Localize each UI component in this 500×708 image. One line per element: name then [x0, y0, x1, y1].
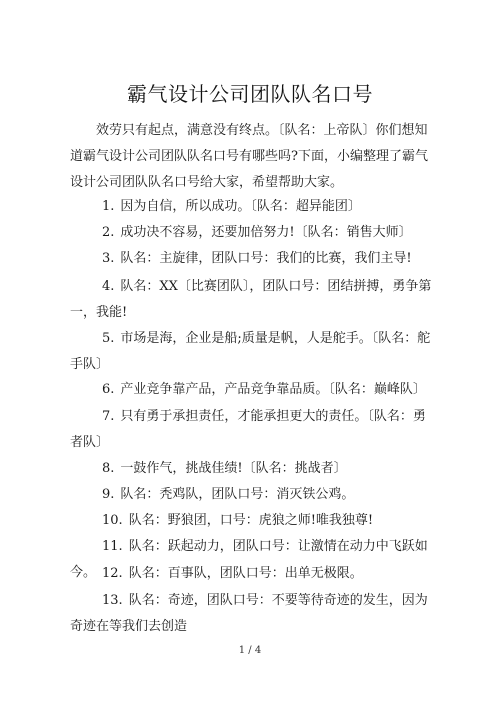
item-number: 8. — [102, 461, 115, 476]
item-text: 队名：百事队，团队口号：出单无极限。 — [128, 566, 363, 581]
item-text: 一鼓作气，挑战佳绩!〔队名：挑战者〕 — [120, 461, 347, 476]
item-number: 1. — [102, 199, 115, 214]
list-item — [70, 194, 432, 220]
list-item — [70, 482, 432, 508]
item-text: 产业竞争靠产品，产品竞争靠品质。〔队名：巅峰队〕 — [120, 382, 426, 397]
list-item — [70, 326, 432, 378]
item-text: 队名：主旋律，团队口号：我们的比赛，我们主导! — [120, 251, 412, 266]
list-item — [70, 508, 432, 534]
item-text: 队名：奇迹，团队口号：不要等待奇迹的发生，因为奇迹在等我们去创造 — [70, 593, 428, 634]
item-number: 2. — [102, 225, 115, 240]
list-item — [70, 220, 432, 246]
item-number: 6. — [102, 382, 115, 397]
item-number: 5. — [102, 331, 115, 346]
list-item — [70, 588, 432, 640]
item-number: 7. — [102, 409, 115, 424]
list-item — [70, 404, 432, 456]
page-indicator: 1 / 4 — [238, 645, 262, 656]
intro-paragraph: 效劳只有起点，满意没有终点。〔队名：上帝队〕你们想知道霸气设计公司团队队名口号有哪些吗?下面，小编整理了霸气设计公司团队队名口号给大家，希望帮助大家。 — [70, 123, 428, 190]
item-text: 因为自信，所以成功。〔队名：超异能团〕 — [120, 199, 361, 214]
list-item — [70, 246, 432, 272]
item-text: 队名：XX〔比赛团队〕，团队口号：团结拼搏，勇争第一，我能! — [70, 279, 432, 320]
item-text: 队名：跃起动力，团队口号：让激情在动力中飞跃如今。 — [70, 539, 428, 580]
document-title: 霸气设计公司团队队名口号 — [127, 82, 373, 106]
item-text: 成功决不容易，还要加倍努力!〔队名：销售大师〕 — [120, 225, 412, 240]
item-number: 9. — [102, 487, 115, 502]
list-item — [70, 377, 432, 403]
item-number: 11. — [102, 539, 123, 554]
item-number: 12. — [102, 566, 123, 581]
item-number: 3. — [102, 251, 115, 266]
item-number: 10. — [102, 513, 123, 528]
list-item — [70, 561, 432, 587]
item-text: 只有勇于承担责任，才能承担更大的责任。〔队名：勇者队〕 — [70, 409, 426, 450]
item-number: 4. — [102, 279, 115, 294]
list-item — [70, 274, 432, 326]
item-text: 市场是海，企业是船;质量是帆，人是舵手。〔队名：舵手队〕 — [70, 331, 431, 372]
item-text: 队名：野狼团，口号：虎狼之师!唯我独尊! — [128, 513, 374, 528]
item-number: 13. — [102, 593, 123, 608]
list-item — [70, 456, 432, 482]
item-text: 队名：秃鸡队，团队口号：消灭铁公鸡。 — [120, 487, 355, 502]
